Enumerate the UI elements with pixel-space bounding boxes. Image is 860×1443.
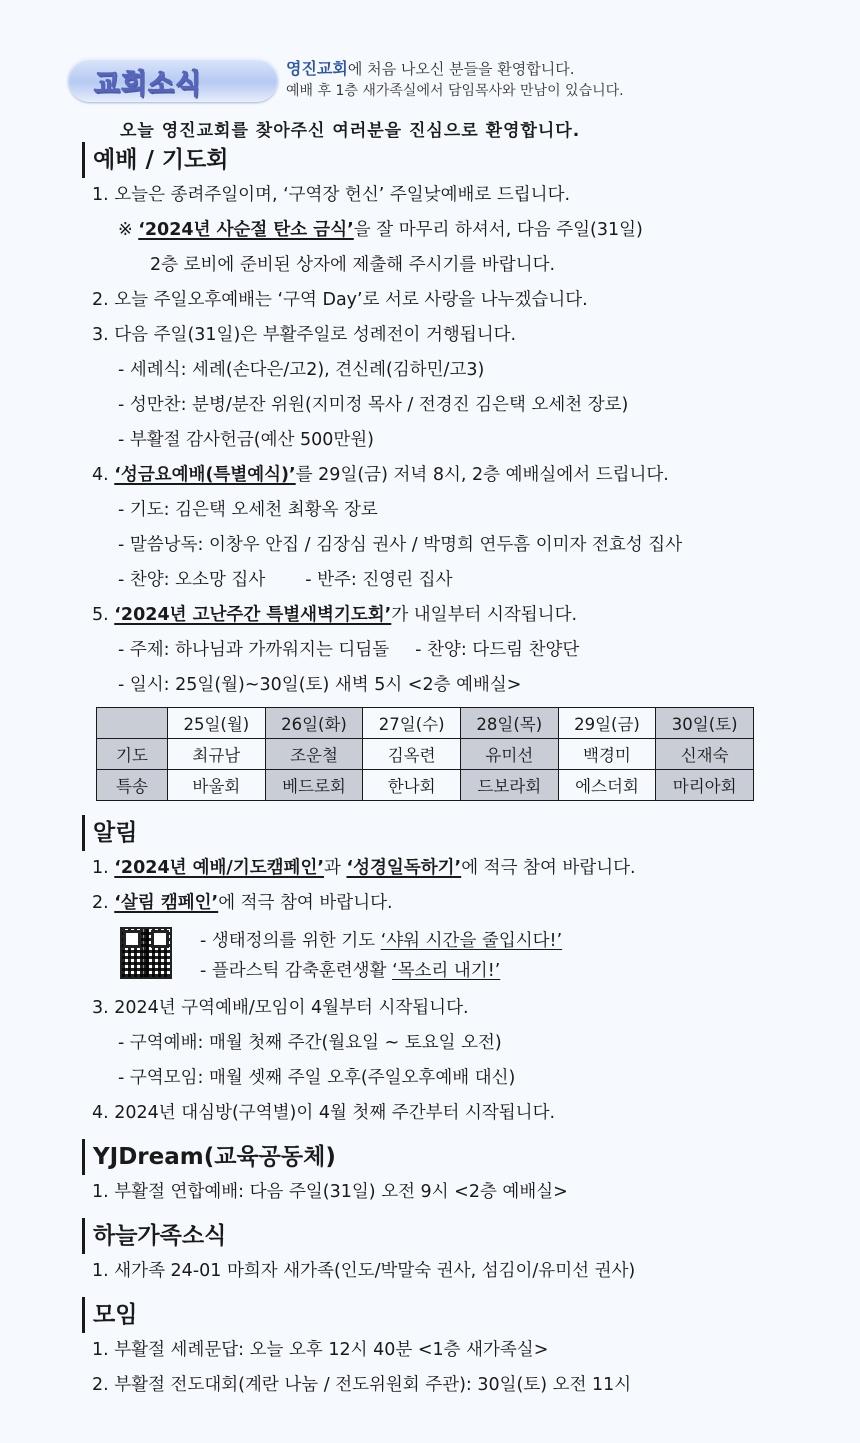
worship-item-5-sub-1 [80,633,830,668]
meeting-info: 예배 후 1층 새가족실에서 담임목사와 만남이 있습니다. [286,83,624,99]
note-mark: ※ [118,220,139,240]
table-cell: 에스더회 [558,770,656,801]
worship-item-3-sub-1: - 세례식: 세례(손다은/고2), 견신례(김하민/고3) [118,360,485,380]
section-title-yjdream: YJDream(교육공동체) [82,1139,830,1175]
day-header: 29일(금) [558,708,656,739]
section-title-notice: 알림 [82,815,830,851]
notice-item-4: 4. 2024년 대심방(구역별)이 4월 첫째 주간부터 시작됩니다. [92,1103,556,1123]
accompaniment-info: - 반주: 진영린 집사 [305,570,453,590]
table-cell: 최규남 [168,739,266,770]
greeting-text: 에 처음 나오신 분들을 환영합니다. [347,60,575,78]
campaign-highlight: ‘샤워 시간을 줄입시다!’ [380,931,563,951]
section-title-family: 하늘가족소식 [82,1218,830,1254]
item-text: 에 적극 참여 바랍니다. [218,893,393,913]
worship-item-3-sub-2: - 성만찬: 분병/분잔 위원(지미정 목사 / 전경진 김은택 오세천 장로) [118,395,629,415]
item-text: 에 적극 참여 바랍니다. [461,858,636,878]
notice-item-1 [80,851,830,886]
worship-item-3: 3. 다음 주일(31일)은 부활주일로 성례전이 거행됩니다. [92,325,517,345]
praise-team-info: - 찬양: 다드림 찬양단 [415,640,580,660]
item-highlight: ‘성금요예배(특별예식)’ [114,465,296,485]
meeting-item-2: 2. 부활절 전도대회(계란 나눔 / 전도위원회 주관): 30일(토) 오전 11시 [92,1375,632,1395]
meeting-item-1: 1. 부활절 세례문답: 오늘 오후 12시 40분 <1층 새가족실> [92,1340,549,1360]
section-title-worship: 예배 / 기도회 [82,142,830,178]
table-cell: 백경미 [558,739,656,770]
worship-item-3-sub-3: - 부활절 감사헌금(예산 500만원) [118,430,375,450]
table-row [97,739,754,770]
header [68,52,828,112]
notice-item-3-sub-2: - 구역모임: 매월 셋째 주일 오후(주일오후예배 대신) [118,1068,516,1088]
table-cell: 신재숙 [656,739,754,770]
church-name: 영진교회 [286,59,348,78]
main-content [80,142,830,1403]
notice-item-3: 3. 2024년 구역예배/모임이 4월부터 시작됩니다. [92,998,469,1018]
day-header: 30일(토) [656,708,754,739]
item-highlight: ‘2024년 예배/기도캠페인’ [114,858,324,878]
campaign-text: - 생태정의를 위한 기도 [200,931,381,951]
campaign-line-1 [200,927,562,952]
row-label: 특송 [97,770,168,801]
table-cell: 마리아회 [656,770,754,801]
item-highlight: ‘살림 캠페인’ [114,893,219,913]
table-cell: 조운철 [265,739,363,770]
table-cell: 김옥련 [363,739,461,770]
worship-item-2: 2. 오늘 주일오후예배는 ‘구역 Day’로 서로 사랑을 나누겠습니다. [92,290,588,310]
theme-info: - 주제: 하나님과 가까워지는 디딤돌 [118,640,390,660]
item-text: 를 29일(금) 저녁 8시, 2층 예배실에서 드립니다. [295,465,669,485]
item-text: 가 내일부터 시작됩니다. [391,605,578,625]
table-cell: 유미선 [460,739,558,770]
table-cell: 베드로회 [265,770,363,801]
family-item-1: 1. 새가족 24-01 마희자 새가족(인도/박말숙 권사, 섬김이/유미선 권사) [92,1261,636,1281]
item-number: 1. [92,858,115,878]
prayer-schedule-table [96,707,754,801]
table-cell: 한나회 [363,770,461,801]
row-label: 기도 [97,739,168,770]
note-text: 을 잘 마무리 하셔서, 다음 주일(31일) [353,220,643,240]
worship-item-1-note-2: 2층 로비에 준비된 상자에 제출해 주시기를 바랍니다. [150,255,556,275]
item-highlight: ‘2024년 고난주간 특별새벽기도회’ [114,605,392,625]
item-number: 4. [92,465,115,485]
yjdream-item-1: 1. 부활절 연합예배: 다음 주일(31일) 오전 9시 <2층 예배실> [92,1182,568,1202]
worship-item-4 [80,458,830,493]
worship-item-4-sub-1: - 기도: 김은택 오세천 최황옥 장로 [118,500,378,520]
table-cell: 바울회 [168,770,266,801]
table-cell: 드보라회 [460,770,558,801]
note-highlight: ‘2024년 사순절 탄소 금식’ [138,220,354,240]
day-header: 25일(월) [168,708,266,739]
campaign-line-2 [200,957,500,982]
campaign-highlight: ‘목소리 내기!’ [392,961,501,981]
day-header: 26일(화) [265,708,363,739]
praise-info: - 찬양: 오소망 집사 [118,570,266,590]
table-row [97,770,754,801]
logo-text: 교회소식 [94,69,203,100]
worship-item-5-sub-2: - 일시: 25일(월)~30일(토) 새벽 5시 <2층 예배실> [118,675,522,695]
notice-item-2 [80,886,830,921]
day-header: 27일(수) [363,708,461,739]
worship-item-1-note [80,213,830,248]
item-text: 과 [324,858,347,878]
worship-item-5 [80,598,830,633]
section-title-meeting: 모임 [82,1297,830,1333]
item-number: 5. [92,605,115,625]
item-highlight: ‘성경일독하기’ [346,858,462,878]
campaign-qr-row [80,921,830,991]
campaign-text: - 플라스틱 감축훈련생활 [200,961,393,981]
table-corner-cell [97,708,168,739]
worship-item-1: 1. 오늘은 종려주일이며, ‘구역장 헌신’ 주일낮예배로 드립니다. [92,185,571,205]
worship-item-4-sub-2: - 말씀낭독: 이창우 안집 / 김장심 권사 / 박명희 연두흠 이미자 전효성 집사 [118,535,683,555]
welcome-message: 오늘 영진교회를 찾아주신 여러분을 진심으로 환영합니다. [120,121,581,141]
greeting-line [286,56,575,79]
qr-code-icon[interactable] [120,927,172,979]
worship-item-4-sub-3 [80,563,830,598]
table-row [97,708,754,739]
notice-item-3-sub-1: - 구역예배: 매월 첫째 주간(월요일 ~ 토요일 오전) [118,1033,502,1053]
church-news-logo [68,58,278,102]
item-number: 2. [92,893,115,913]
day-header: 28일(목) [460,708,558,739]
